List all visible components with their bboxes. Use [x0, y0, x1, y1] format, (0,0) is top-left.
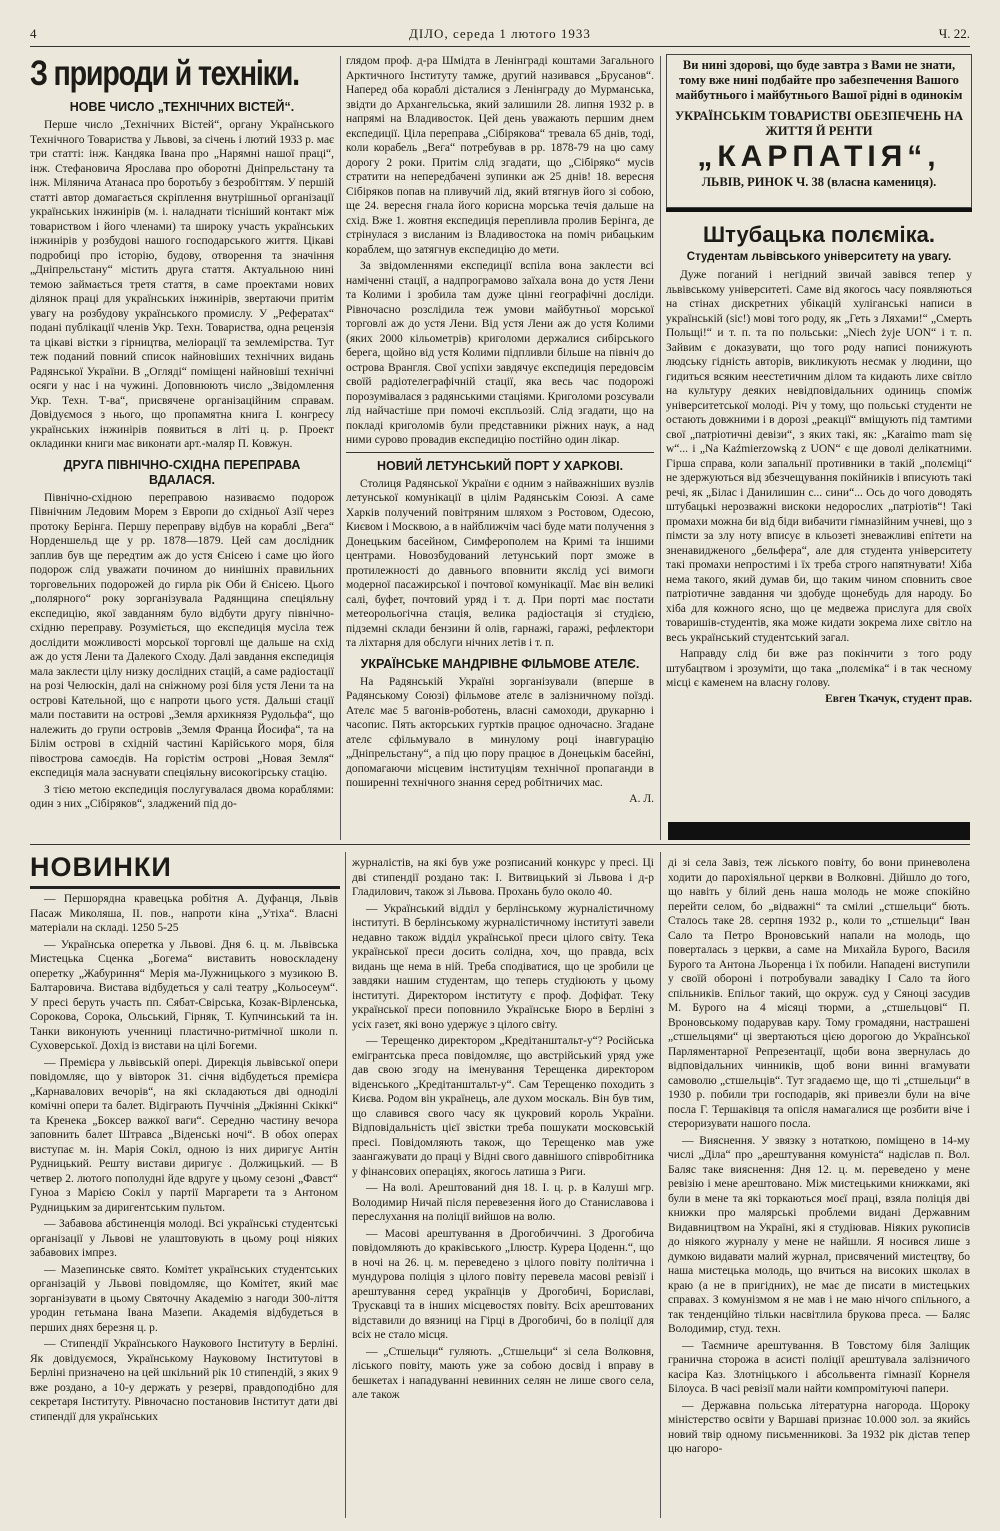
news-item: — Стипендії Українського Наукового Інституту в Берліні. Як довідуємося, Українському Науковому Інститутові в Берліні призначено на цей шкільний рік 10 стипендій, з яких 9 вже роздано, а 10-у держать у резерві, правдоподібно для секретаря Інституту. Рівночасно постановив Інститут дати дві стипендії для українських — [30, 1338, 338, 1423]
news-column-right — [668, 856, 970, 1522]
article-paragraph: Перше число „Технічних Вістей“, органу Українського Технічного Товариства у Львові, за січень і лютий 1933 р. має три статті: інж. Кандяка Івана про „Нарямні нашої праці“, інж. Стефановича Ярослава про оборотні Дніпрельстану та інж. Мілянича Атанаса про боротьбу з безробіттям. У першій статті автор домагається скріплення внутрішньої організації українських інжинірів (м. і. наладнати тісніший контакт між товариством і його членами) та широку участь українських інжинірів у розбудові нашого господарського життя. Цікаві подробиці про історію, будову, отворення та значіння „Дніпрельстану“ містить друга стаття. Актуальною нині темою займається третя стаття, в саме проектами нових ділянок праці для українських інжинірів, звертаючи притім увагу на розбудову українського промислу. У „Рефератах“ подані публікації членів Укр. Техн. Товариства, одна рецензія та цікаві вістки з гірництва, меліорації та землемірства. Тут теж поданий повний список найновіших технічних видань Радянської України. В „Огляді“ поміщені найновіші технічні осяги у нас і на чужині. Доповнюють число „Звідомлення Укр. Техн. Т-ва“, присвячене організаційним справам. Довідуємося з нього, що пропамятна книга І. конгресу українських інжинірів появиться в літі ц. р. Проект окладинки книги має виконати арт.-маляр П. Ковжун. — [30, 119, 334, 450]
news-item: ді зі села Завіз, теж ліського повіту, бо вони приневолена ходити до парохіяльної церкви в Волковні. Дійшло до того, що навіть у білий день наша молодь не може спокійно перейти селом, бо „відважні“ та смілиі „стшельци“ бють. Сталось таке 28. серпня 1932 р., коли то „стшельци“ Іван Сало та Петро Вроновський напали на молодь, що поверталась з церкви, а саме на Михайла Бурого, Василя Бурого та Антона Льоренца і їх побили. Нападені виступили у своїй обороні і потробували завадіку І Сало та його спільників. Епільог такий, що окруж. суд у Сяноці засудив М. Бурого на 4 місяці тюрми, а „стшельцові“ П. Вроновському подарував кару. Тому громадяни, настрашені „стшельцями“ ці звертаються цією дорогою до Української Парляментарної Репрезентації, щоби вона звернулась до відповідальних чинників, щоб вони винні вгамувати самоволю „стшельців“. Тут згадаємо ще, що ті „стшельци“ в 1930 р. побили три господарів, які привезли були на віче посла Г. Тершаківця та опісля намагалися ще розбити віче і стероризувати нашого посла. — [668, 857, 970, 1130]
news-column-middle — [352, 856, 654, 1522]
news-item: — Таємниче арештування. В Товстому біля Заліщик гранична сторожа в асисті поліції арештувала залізничого касіра Каз. Злотніцького і абсольвента гімназії Корнеля Білоуса. В часі ревізії мали найти компромітуючі папери. — [668, 1339, 970, 1395]
ad-address: ЛЬВІВ, РИНОК Ч. 38 (власна камениця). — [701, 175, 937, 189]
article-paragraph: З тією метою експедиція послугувалася двома кораблями: один з них „Сібіряков“, зладжений під до- — [30, 783, 334, 810]
news-item: — Премієра у львівській опері. Дирекція львівської опери повідомляє, що у вівторок 31. січня відбудеться премієра „Карнавалових вечорів“, на які складаються дві одноділі комічні опери та балет. Відіграють Пуччінія „Джіянні Скіккі“ та Кренека „Боксер важкої ваги“. Середню частину вечора заповнить балет Штравса „Віденські ночі“. В обох операх виступає м. ін. Марія Сокіл, одною із них диригує Антін Рудницький. Решту вистави диригує . Должицький. — В четвер 2. лютого пополудні йде вдруге у цьому сезоні „Фавст“ Гуноа з Марією Сокіл у партії Маргарети та з Антоном Рудницьким за диригентським пультом. — [30, 1056, 338, 1214]
column-divider — [660, 852, 661, 1518]
issue-number: Ч. 22. — [938, 26, 970, 41]
news-item: — Вияснення. У звязку з нотаткою, поміщено в 14-му числі „Діла“ про „арештування комуніста“ надіслав п. Вол. Баляс таке вияснення: Дня 12. ц. м. переведено у мене ревізію і мене арештовано. Між мистецькими книжками, які були в мене та які торкаються моєї праці, взяла поліція дві книжки про малярські проблеми видані Державним Видавництвом на Україні, які я студіював. Ніяких рукописів до ніякого журналу у мене не найшли. Я носився лише з думкою видавати малий журнал, присвячений мистецтву, бо наша мистецька молодь, що вчиться на високих школах в краю (а не в пригідних), не має де писати в мистецьких справах. З комунізмом я не мав і не маю нічого спільного, а так тенденційно тільки насвітлила брукова преса. — Баляс Володимир, студ. техн. — [668, 1134, 970, 1335]
black-bar — [668, 822, 970, 840]
header-rule — [30, 46, 970, 47]
news-item: — Масові арештування в Дрогобиччині. З Дрогобича повідомляють до краківського „Ілюстр. Курера Цоденн.“, що в ночі на 26. ц. м. переведено з цілого повіту політична і мундурова поліція з цілого повіту перевела масові ревізії і арештування серед українців у Дрогобичі, Бориславі, Трускавці та в інших місцевостях повіту. Всіх арештованих відставили до вязниці на Гірці в Дрогобичі, бо в поліції для всіх не стало місця. — [352, 1227, 654, 1341]
article-title: Штубацька полєміка. — [703, 222, 935, 247]
column-middle-top — [346, 54, 654, 840]
ad-company-intro: УКРАЇНСЬКІМ ТОВАРИСТВІ ОБЕЗПЕЧЕНЬ НА ЖИТТЯ Й РЕНТИ — [674, 109, 964, 138]
news-item: — Український відділ у берлінському журналістичному інституті. В берлінському журналістичному інституті завели недавно також відділ української преси цілого світу. Тека української преси досить солідна, хоч, що правда, всіх видань ще нема в ній. Треба сподіватися, що це зробили це завдяки нашим студентам, що теперь студіюють у цьому інституті. Директором інституту є проф. Дофіфат. Теку української преси поповнило Українське Бюро в Берліні з усіх газет, які воно удержує з цілого світу. — [352, 902, 654, 1031]
news-item: — Першорядна кравецька робітня А. Дуфанця, Львів Пасаж Миколяша, II. пов., напроти кіна „Утіха“. Власні матеріали на складі. 1250 5-25 — [30, 893, 338, 934]
column-divider — [340, 56, 341, 840]
article-paragraph: Столиця Радянської України є одним з найважніших вузлів летунської комунікації в цілім Радянськім Союзі. А саме Харків получений повітряним шляхом з Ростовом, Одесою, Києвом і Москвою, а в найближчім часі буде мати получення з Донецьким басейном, Симферополем на Кримі та іншими центрами. Новозбудований летунський порт зможе в протилежності до давнього вповнити якслід усі вимоги модерної пасажирської і почтової комунікації. Має він великі салі, буфет, почтовий уряд і т. д. При порті має постати метеорольогічна стація, велика радіостація зі студією, підземні склади бензини й олів, гарнажі, гаражі, рефлектори та ліхтарня для обслуги нічних летів і т. п. — [346, 477, 654, 649]
article-rule — [346, 452, 654, 453]
news-item: журналістів, на які був уже розписаний конкурс у пресі. Ці дві стипендії роздано так: І. Витвицький зі Львова і д-р Гладилович, також зі Львова. Прохань було около 40. — [352, 857, 654, 898]
page-header — [30, 26, 970, 44]
news-item: — На волі. Арештований дня 18. І. ц. р. в Калуші мгр. Володимир Ничай після перевезення його до Станиславова і переслухання на поліції вийшов на волю. — [352, 1182, 654, 1223]
article-title: ДРУГА ПІВНІЧНО-СХІДНА ПЕРЕПРАВА ВДАЛАСЯ. — [63, 457, 301, 487]
article-signature: А. Л. — [629, 792, 654, 805]
advertisement — [666, 54, 972, 190]
article-paragraph: На Радянській Україні зорганізували (вперше в Радянському Союзі) фільмове ателє в залізничному поїзді. Ателє має 5 вагонів-роботень, власні самоходи, друкарню і часопис. Пять акторських гуртків працює одночасно. Згадане ателє сфільмувало в минулому році інавгурацію „Дніпрельстану“, а під цю пору працює в Донецькім басейні, допомагаючи місцевим інституціям технічної пропаганди в поширенні технічного знання серед робітничих мас. — [346, 675, 654, 789]
article-paragraph: Направду слід би вже раз покінчити з того роду штубацтвом і зрозуміти, що така „полєміка“ і в так чесному місці є каменем на власну голову. — [666, 648, 972, 689]
article-signature: Евген Ткачук, студент прав. — [825, 692, 972, 705]
article-paragraph: За звідомленнями експедиції вспіла вона заклести всі наміченні стації, а надпрограмово заїхала вона до устя Лени та Колими і зробила там дуже цінні географічні досліди. Рівночасно розслідила теж умови майбутньої морської торговлі аж до устя Лени. Від устя Лени аж до устя Колими (яких 2000 кільометрів) криголоми держалися сибірського берега, щойно від устя Колими підпливли більше на північ до острова Врангля. Свої успіхи завдячує експедиція передовсім своїй радіотелеграфічній стації, яка весь час подорожі порозумівалася з радянськими стаціями. Криголоми розсували лід найчастіше при помочі експльозій. Слід згадати, що на покладі криголомів були представники ріжних наук, а над ними сурово провадив експедицію постійно один лікар. — [346, 260, 654, 446]
article-subtitle: Студентам львівського університету на увагу. — [686, 251, 952, 263]
masthead: ДІЛО, середа 1 лютого 1933 — [409, 26, 591, 41]
news-item: — Мазепинське свято. Комітет українських студентських організацій у Львові повідомляє, що Комітет, який має зорганізувати в цьому Святочну Академію з нагоди 300-ліття уродин гетьмана Івана Мазепи. Академія відбудеться в перших днях березня ц. р. — [30, 1263, 338, 1334]
article-title: НОВИЙ ЛЕТУНСЬКИЙ ПОРТ У ХАРКОВІ. — [376, 458, 624, 473]
section-divider — [30, 844, 970, 845]
column-right-top — [666, 54, 972, 840]
news-item: — Державна польська літературна нагорода. Щороку міністерство освіти у Варшаві признає 10.000 зол. за якийсь новий твір одному письменникові. За 1932 рік дістав тепер цю нагоро- — [668, 1399, 970, 1455]
article-title: НОВЕ ЧИСЛО „ТЕХНІЧНИХ ВІСТЕЙ“. — [69, 100, 295, 114]
article-paragraph: глядом проф. д-ра Шмідта в Ленінграді коштами Загального Арктичного Інституту тамже, другий називався „Брусанов“. Наперед оба кораблі дісталися з Ленінграду до Мурманська, звідти до Архангельська, який залишили 28. липня 1932 р. в напрямі на Владивосток. Цей день уважають першим днем експедиції. Ціла переправа „Сібірякова“ тревала 65 днів, тоді, коли корабель „Вега“ потребував в рр. 1878-79 на цю саму дорогу 2 роки. Притім слід згадати, що „Сібіряко“ мусів стратити на непередбачені зупинки аж 25 днів! 18. вересня Сібіряков попав на пливучий лід, який втягнув його зі собою, ще 24. вересня гнала його корисна морська течія дальше на схід. Вже 1. жовтня експедиція перепливла пролив Берінга, де стрінулася з висланим із Владивостока на поміч рибацьким кораблем, що затягнув експедицію до мети. — [346, 55, 654, 256]
column-divider — [660, 56, 661, 840]
section-rule — [666, 208, 972, 212]
column-left-top — [30, 54, 334, 840]
article-paragraph: Північно-східною переправою називаємо подорож Північним Ледовим Морем з Европи до східньої Азії через протоку Берінга. Першу переправу відбув на кораблі „Вега“ Норденшельд ще у рр. 1878—1879. Цей сам дослідник заплив був ще передтим аж до устя Єнісею і саме цю його подорож слід уважати почином до нинішніх правильних торговельних подорожей до гирла рік Оби й Єнісею. Цього „полярного“ року зорганізувала Радянщина спеціяльну експедицію, якої завданням було відбути другу північно-східню переправу. Розуміється, що експедиція мусіла теж дослідити можливості морської торговлі ще дальше на схід аж до устя Лени та Далекого Сходу. Далі завдання експедиція мала заклести цілу низку дослідних стацій, а саме радіостації на розі Челюскін, далі на сніжному розі біля устя Лени та на острові Кательной, що є напроти цього устя. Дальші стації мали поставити на острові „Земля архикнязя Рудольфа“, що належить до групи островів „Земля Франца Йосифа“, та на Білім острові в східній частині Карійського моря, біля півострова самоєдів. На горістім острові „Новая Земля“ експедиція мала заснувати спеціяльну високогірську стацію. — [30, 491, 334, 779]
news-section-title: НОВИНКИ — [30, 852, 340, 889]
section-title: З природи й техніки. — [30, 54, 299, 93]
ad-text: Ви нині здорові, що буде завтра з Вами не знати, тому вже нині подбайте про забезпечення Вашого майбутнього і майбутнього Вашої рідні в одинокім — [675, 58, 963, 102]
article-title: УКРАЇНСЬКЕ МАНДРІВНЕ ФІЛЬМОВЕ АТЕЛЄ. — [360, 656, 640, 671]
ad-company-name: „КАРПАТІЯ“, — [697, 140, 941, 173]
article-paragraph: Дуже поганий і негідний звичай завівся тепер у львівському університеті. Саме від якогось часу появляються на стінах дискретних убікацій хуліганські написи в українській (sic!) мові того роду, як „Геть з Ляхами!“ „Смерть Польщі!“ и т. п. та по польськи: „Niech żyje UON“ і т. п. Зайвим є доказувати, що того роду написі понижують людську гідність авторів, викликують несмак у людини, що гидиться всяким неестетичним ділом та кидають лихе світло на культуру деяких невідповідальних одиниць споміж університетської молоді. Річ у тому, що польські студенти не остають довжними і в дорозі „реакції“ вміщують під тамтими свої „патріотичні девізи“, з яких такі, як: „Karaimo mam się w“... і „Na Kaźmierzowską z UON“ є ще доволі делікатними. Гірша справа, коли запальнії противники в такій „полєміці“ не здержуються від збезчещування покійників і вписують такі речі, як „Білас і Данилишин с... сини“... Ось до чого доводять штубацькі нерозважні вискоки недорослих „патріотів“! Такі промахи можна би від біди вибачити гімназійним учневі, що з пімсти за злу ноту вписує в кльозеті зневажливі епітети на зненавидженого „бельфера“, але для студента університету такі промахи непростимі і їх треба строго напятнувати! Хіба нема такого, який думав би, що таким чином сповнить свое патріотичне завдання чи здобуде щонебудь для народу. Бо хіба для кожного ясно, що це медвежа прислуга для своїх товаришів-студентів, яка може кидати зокрема лихе світло на весь український студентський загал. — [666, 269, 972, 644]
news-item: — Українська оперетка у Львові. Дня 6. ц. м. Львівська Мистецька Сценка „Богема“ виставить новосклaдену оперетку „Жабуриння“ Мерія ма-Лужницького з музикою В. Балтаровича. Вистава відбудеться у салі театру „Кольосеум“. У пресі беруть участь пп. Сябат-Свірська, Козак-Вірленська, Сорокова, Сорока, Ольський, Гірняк, Т. Купчинський та ін. Танки виконують ученниці пластично-ритмічної школи п. Суховерської. Дохід із вистави на цілі Богеми. — [30, 938, 338, 1052]
news-item: — Забавова абстиненція молоді. Всі українські студентські організації у Львові не улаштовують в цьому році ніяких забавових імпрез. — [30, 1218, 338, 1259]
column-divider — [345, 852, 346, 1518]
news-item: — Терещенко директором „Кредітанштальт-у“? Російська емігрантська преса повідомляє, що австрійський уряд уже дав свою згоду на іменування Терещенка директором віденського „Кредітанштальт-у“. Сам Терещенко походить з Києва. Родом він українець, але духом москаль. Він був тим, що славився свого часу як цукровий король України. Відповідальність цієї звістки треба пошукати московській пресі. Повідомляють також, що Терещенко мав уже заангажувати до праці у Відні свого давнішого співробітника у фінансових операціях, якогось латиша з Риги. — [352, 1035, 654, 1178]
page-number: 4 — [30, 26, 37, 41]
news-column-left — [30, 892, 338, 1522]
news-item: — „Стшельци“ гуляють. „Стшельци“ зі села Волковня, ліського повіту, мають уже за собою досвід і вправу в бешкетах і нападуванні невинних селян не лише свого села, але також — [352, 1345, 654, 1401]
